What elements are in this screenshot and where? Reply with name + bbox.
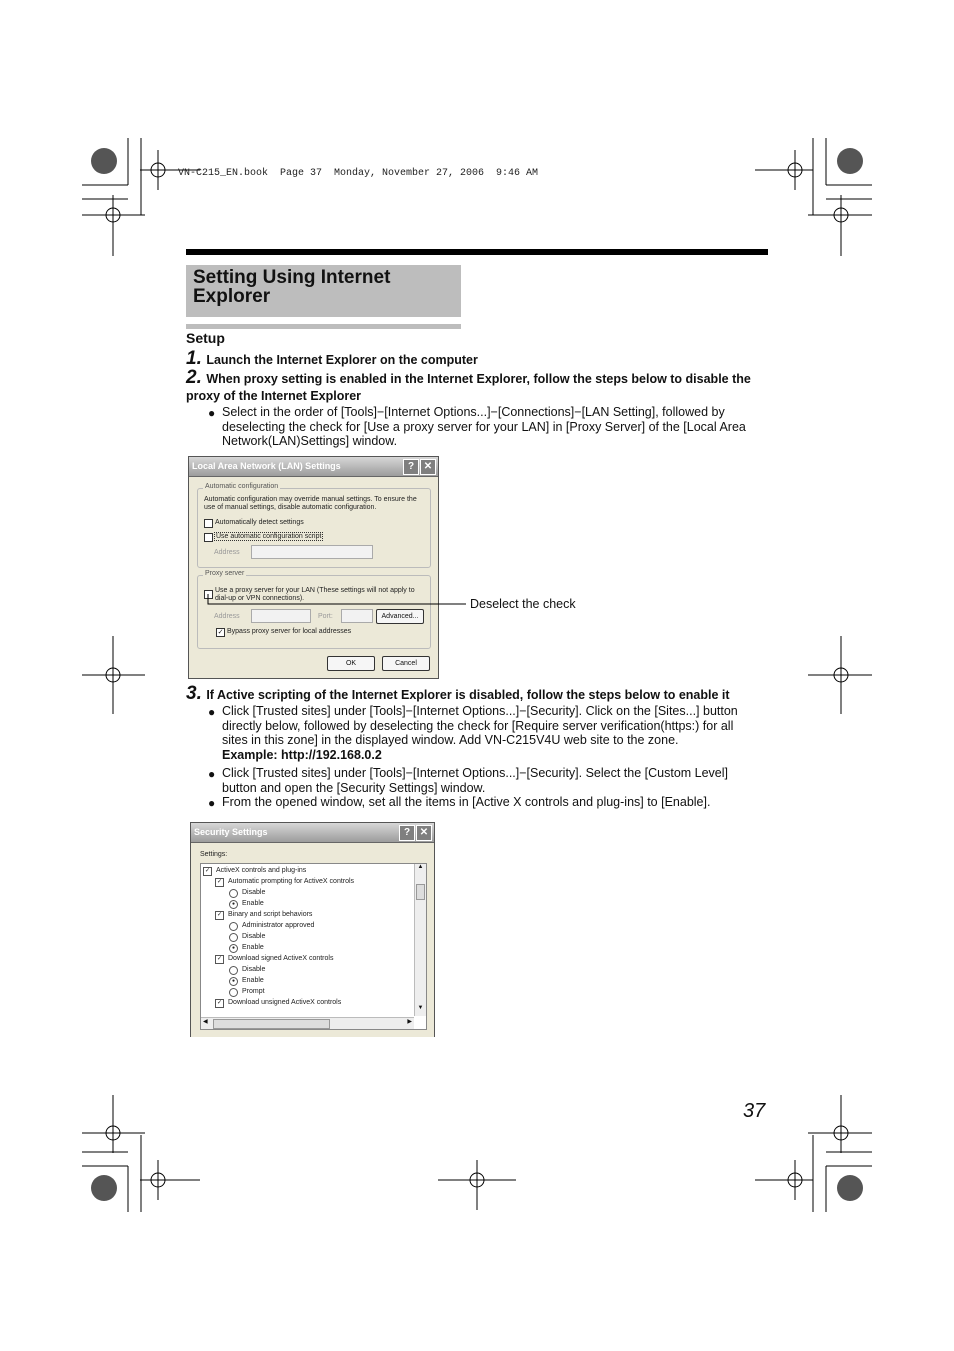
security-settings-window: Security Settings ? ✕ Settings: ✓ ActiveX controls and plug-ins ✓ Automatic prompting for ActiveX controls Disable ● Enable ✓ Binary and script behaviors Administrator approved Disable ● Enable ✓ Download signed ActiveX controls Disable ● Enable Prompt ✓ Download unsigned ActiveX controls ▲ ▼ ◀ ▶ — [190, 822, 435, 1037]
tree-category[interactable] — [203, 910, 411, 921]
vertical-scrollbar[interactable] — [414, 864, 426, 1016]
radio-button[interactable] — [229, 966, 238, 975]
tree-category[interactable] — [203, 998, 411, 1009]
step-3-bullet-1: Click [Trusted sites] under [Tools]−[Internet Options...]−[Security]. Click on the [Sites...] button directly below, followed by deselecting the check for [Require server verification(https:) for all sites in this zone] in the displayed window. Add VN-C215V4U web site to the zone. Example: http://192.168.0.2 — [222, 704, 738, 762]
step-2-bullet: Select in the order of [Tools]−[Internet Options...]−[Connections]−[LAN Setting], followed by deselecting the check for [Use a proxy server for your LAN] in [Proxy Server] of the [Local Area Network(LAN)Settings] window. — [222, 405, 746, 448]
tree-category[interactable] — [203, 954, 411, 965]
tree-option[interactable] — [203, 987, 411, 998]
scroll-right-icon[interactable]: ▶ — [407, 1019, 412, 1025]
step-2: 2. When proxy setting is enabled in the Internet Explorer, follow the steps below to disable the — [186, 367, 751, 388]
scroll-down-icon[interactable]: ▼ — [417, 1005, 424, 1011]
tree-option[interactable] — [203, 943, 411, 954]
proxy-server-group: Proxy server Use a proxy server for your LAN (These settings will not apply to dial-up or VPN connections). Address Port: Advanced... ✓ Bypass proxy server for local addresses — [197, 575, 431, 649]
scroll-up-icon[interactable]: ▲ — [417, 864, 424, 870]
bullet-icon: ● — [208, 767, 216, 781]
tree-label: Disable — [242, 933, 266, 940]
step-2-line2: proxy of the Internet Explorer — [186, 389, 362, 403]
tree-option[interactable] — [203, 976, 411, 987]
radio-button[interactable]: ● — [229, 944, 238, 953]
security-window-titlebar: Security Settings ? ✕ — [191, 823, 434, 843]
help-button[interactable]: ? — [403, 459, 419, 475]
tree-label: Enable — [242, 977, 264, 984]
settings-category-icon[interactable]: ✓ — [216, 956, 223, 962]
tree-option[interactable] — [203, 888, 411, 899]
step-3: 3. If Active scripting of the Internet Explorer is disabled, follow the steps below to enable it — [186, 683, 730, 704]
bullet-icon: ● — [208, 406, 216, 420]
settings-tree[interactable] — [200, 863, 427, 1030]
script-address-field[interactable] — [251, 545, 373, 559]
tree-label: Download signed ActiveX controls — [228, 955, 334, 962]
close-icon[interactable]: ✕ — [420, 459, 436, 475]
tree-category[interactable] — [203, 877, 411, 888]
use-script-checkbox[interactable] — [204, 533, 213, 542]
tree-category[interactable] — [203, 866, 411, 877]
radio-button[interactable] — [229, 889, 238, 898]
bullet-icon: ● — [208, 796, 216, 810]
callout-label: Deselect the check — [470, 597, 576, 611]
tree-option[interactable] — [203, 965, 411, 976]
step-3-bullet-2: Click [Trusted sites] under [Tools]−[Internet Options...]−[Security]. Select the [Custom Level] button and open the [Security Settings] window. — [222, 766, 729, 795]
example-url: Example: http://192.168.0.2 — [222, 747, 382, 762]
bypass-checkbox[interactable]: ✓ — [217, 629, 224, 636]
section-title-box — [186, 265, 461, 317]
advanced-button[interactable]: Advanced... — [376, 609, 424, 624]
settings-category-icon[interactable]: ✓ — [204, 868, 211, 874]
step-1: 1. Launch the Internet Explorer on the computer — [186, 348, 478, 369]
section-title: Setting Using Internet Explorer — [193, 267, 391, 307]
tree-label: Prompt — [242, 988, 265, 995]
tree-label: Administrator approved — [242, 922, 315, 929]
settings-category-icon[interactable]: ✓ — [216, 879, 223, 885]
tree-label: Automatic prompting for ActiveX controls — [228, 878, 355, 885]
horizontal-scrollbar[interactable] — [201, 1017, 414, 1029]
step-3-bullet-3: From the opened window, set all the items in [Active X controls and plug-ins] to [Enable]. — [222, 795, 711, 809]
tree-option[interactable] — [203, 932, 411, 943]
settings-category-icon[interactable]: ✓ — [216, 1000, 223, 1006]
auto-detect-checkbox[interactable] — [204, 519, 213, 528]
tree-label: Binary and script behaviors — [228, 911, 313, 918]
lan-settings-window — [188, 456, 439, 679]
settings-category-icon[interactable]: ✓ — [216, 912, 223, 918]
close-icon[interactable]: ✕ — [416, 825, 432, 841]
scroll-thumb[interactable] — [416, 884, 425, 900]
tree-label: Disable — [242, 889, 266, 896]
page-number: 37 — [743, 1100, 766, 1122]
tree-label: ActiveX controls and plug-ins — [216, 867, 307, 874]
tree-label: Enable — [242, 900, 264, 907]
radio-button[interactable]: ● — [229, 900, 238, 909]
bullet-icon: ● — [208, 705, 216, 719]
lan-window-titlebar: Local Area Network (LAN) Settings ? ✕ — [189, 457, 438, 477]
cancel-button[interactable]: Cancel — [382, 656, 430, 671]
tree-label: Download unsigned ActiveX controls — [228, 999, 342, 1006]
auto-config-group: Automatic configuration Automatic configuration may override manual settings. To ensure the use of manual settings, disable automatic configuration. Automatically detect settings Use automatic configuration script Address — [197, 488, 431, 568]
radio-button[interactable] — [229, 988, 238, 997]
tree-option[interactable] — [203, 921, 411, 932]
subsection-heading: Setup — [186, 330, 225, 346]
tree-label: Disable — [242, 966, 266, 973]
radio-button[interactable] — [229, 933, 238, 942]
radio-button[interactable] — [229, 922, 238, 931]
hscroll-thumb[interactable] — [213, 1019, 330, 1029]
scroll-left-icon[interactable]: ◀ — [203, 1019, 208, 1025]
help-button[interactable]: ? — [399, 825, 415, 841]
callout-line — [200, 590, 470, 620]
ok-button[interactable]: OK — [327, 656, 375, 671]
tree-option[interactable] — [203, 899, 411, 910]
radio-button[interactable]: ● — [229, 977, 238, 986]
title-underbar — [186, 324, 461, 329]
print-header: VN-C215_EN.book Page 37 Monday, November 27, 2006 9:46 AM — [178, 168, 539, 179]
tree-label: Enable — [242, 944, 264, 951]
section-rule — [186, 249, 768, 255]
